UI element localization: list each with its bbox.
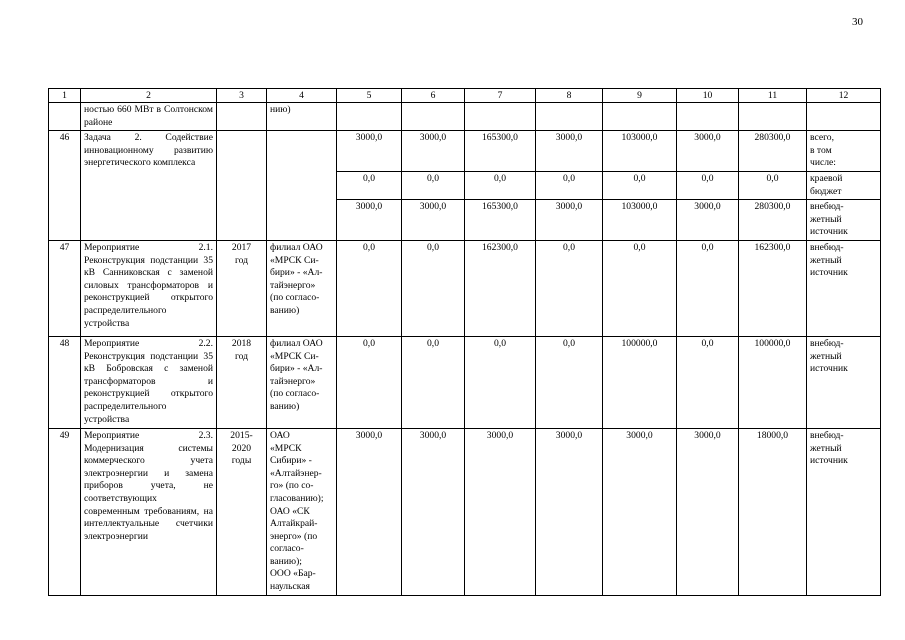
value-cell: 3000,0 <box>337 428 402 595</box>
value-cell: 0,0 <box>465 171 536 199</box>
value-cell: 103000,0 <box>603 200 677 241</box>
value-cell: 162300,0 <box>465 240 536 336</box>
value-cell: 18000,0 <box>739 428 807 595</box>
funding-source: внебюд- жетный источник <box>807 336 881 428</box>
header-cell: 6 <box>402 89 465 103</box>
measure-name: Мероприятие 2.2. Реконструкция подстанции 35 кВ Бобровская с заменой трансформаторов и реконструкцией открытого распределительного устройства <box>81 336 217 428</box>
table-row-47 <box>49 240 881 336</box>
value-cell: 162300,0 <box>739 240 807 336</box>
value-cell: 3000,0 <box>536 131 603 172</box>
value-cell: 0,0 <box>536 240 603 336</box>
measure-name: ностью 660 МВт в Солтонском районе <box>81 103 217 131</box>
funding-source: внебюд- жетный источник <box>807 428 881 595</box>
value-cell: 280300,0 <box>739 200 807 241</box>
value-cell: 0,0 <box>603 171 677 199</box>
funding-source: внебюд- жетный источник <box>807 240 881 336</box>
value-cell: 3000,0 <box>465 428 536 595</box>
row-number: 48 <box>49 336 81 428</box>
table-row-48 <box>49 336 881 428</box>
value-cell: 103000,0 <box>603 131 677 172</box>
header-cell: 2 <box>81 89 217 103</box>
header-cell: 3 <box>217 89 267 103</box>
table-row-49 <box>49 428 881 595</box>
table-row-46 <box>49 131 881 172</box>
value-cell: 0,0 <box>677 240 739 336</box>
value-cell: 3000,0 <box>337 131 402 172</box>
executor: филиал ОАО «МРСК Си- бири» - «Ал- тайэнерго» (по согласо- ванию) <box>267 336 337 428</box>
value-cell: 3000,0 <box>402 428 465 595</box>
year: 2015- 2020 годы <box>217 428 267 595</box>
value-cell: 100000,0 <box>603 336 677 428</box>
executor: филиал ОАО «МРСК Си- бири» - «Ал- тайэнерго» (по согласо- ванию) <box>267 240 337 336</box>
value-cell: 0,0 <box>677 336 739 428</box>
header-cell: 10 <box>677 89 739 103</box>
value-cell: 0,0 <box>402 171 465 199</box>
measure-name: Задача 2. Содействие инновационному развитию энергетического комплекса <box>81 131 217 241</box>
value-cell: 3000,0 <box>402 200 465 241</box>
row-number: 49 <box>49 428 81 595</box>
page-number: 30 <box>852 16 863 28</box>
header-cell: 1 <box>49 89 81 103</box>
value-cell: 3000,0 <box>536 200 603 241</box>
header-cell: 12 <box>807 89 881 103</box>
year: 2018 год <box>217 336 267 428</box>
executor: ОАО «МРСК Сибири» - «Алтайэнер- го» (по со- гласованию); ОАО «СК Алтайкрай- энерго» (по согласо- ванию); ООО «Бар- наульская <box>267 428 337 595</box>
funding-source: краевой бюджет <box>807 171 881 199</box>
value-cell: 0,0 <box>677 171 739 199</box>
value-cell: 0,0 <box>739 171 807 199</box>
header-cell: 5 <box>337 89 402 103</box>
row-number: 46 <box>49 131 81 241</box>
header-cell: 11 <box>739 89 807 103</box>
measure-name: Мероприятие 2.1. Реконструкция подстанции 35 кВ Санниковская с заменой силовых трансформаторов и реконструкцией открытого распределительного устройства <box>81 240 217 336</box>
year: 2017 год <box>217 240 267 336</box>
header-cell: 8 <box>536 89 603 103</box>
value-cell: 0,0 <box>402 336 465 428</box>
header-cell: 4 <box>267 89 337 103</box>
executor: нию) <box>267 103 337 131</box>
value-cell: 3000,0 <box>677 131 739 172</box>
value-cell: 0,0 <box>337 336 402 428</box>
funding-source: внебюд- жетный источник <box>807 200 881 241</box>
value-cell: 3000,0 <box>402 131 465 172</box>
value-cell: 0,0 <box>465 336 536 428</box>
header-cell: 7 <box>465 89 536 103</box>
value-cell: 0,0 <box>337 171 402 199</box>
value-cell: 100000,0 <box>739 336 807 428</box>
value-cell: 3000,0 <box>677 200 739 241</box>
value-cell: 165300,0 <box>465 131 536 172</box>
value-cell: 0,0 <box>337 240 402 336</box>
value-cell: 3000,0 <box>337 200 402 241</box>
value-cell: 165300,0 <box>465 200 536 241</box>
funding-source: всего, в том числе: <box>807 131 881 172</box>
header-cell: 9 <box>603 89 677 103</box>
value-cell: 0,0 <box>603 240 677 336</box>
value-cell: 0,0 <box>536 336 603 428</box>
row-number: 47 <box>49 240 81 336</box>
value-cell: 0,0 <box>402 240 465 336</box>
value-cell: 0,0 <box>536 171 603 199</box>
measure-name: Мероприятие 2.3. Модернизация системы коммерческого учета электроэнергии и замена приборов учета, не соответствующих современным требованиям, на интеллектуальные счетчики электроэнергии <box>81 428 217 595</box>
table-row-continuation <box>49 103 881 131</box>
value-cell: 3000,0 <box>677 428 739 595</box>
program-measures-table <box>48 88 881 596</box>
value-cell: 3000,0 <box>603 428 677 595</box>
value-cell: 280300,0 <box>739 131 807 172</box>
value-cell: 3000,0 <box>536 428 603 595</box>
column-numbers-row <box>49 89 881 103</box>
